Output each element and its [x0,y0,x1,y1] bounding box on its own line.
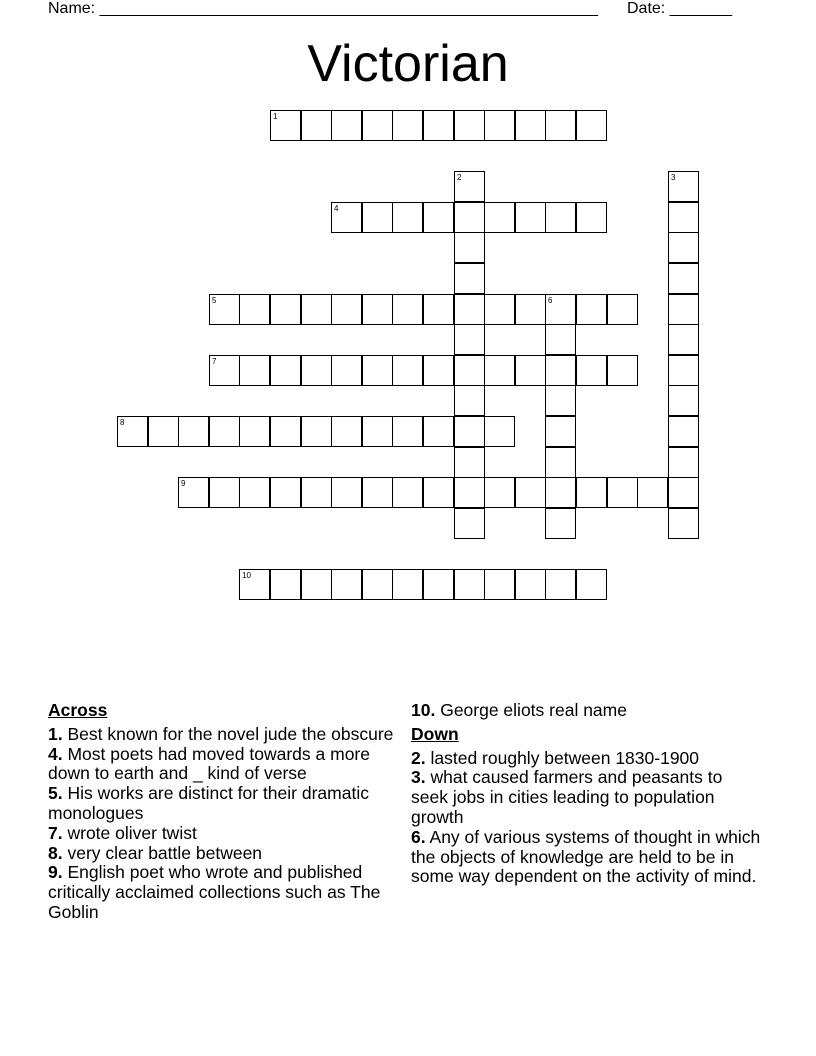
cell-number: 2 [457,173,462,182]
grid-cell[interactable] [454,232,485,263]
grid-cell[interactable] [515,355,546,386]
clues-column-left [48,701,404,923]
across-heading: Across [48,700,108,720]
grid-cell[interactable] [239,416,270,447]
grid-cell[interactable] [301,477,332,508]
grid-cell[interactable] [668,171,699,202]
grid-cell[interactable] [423,477,454,508]
grid-cell[interactable] [545,110,576,141]
grid-cell[interactable] [362,477,393,508]
date-field-label: Date: _______ [627,0,732,17]
clue-across-9 [48,863,404,922]
grid-cell[interactable] [270,416,301,447]
grid-cell[interactable] [270,294,301,325]
grid-cell[interactable] [668,447,699,478]
grid-cell[interactable] [668,294,699,325]
clue-down-2 [411,749,761,769]
clue-text: His works are distinct for their dramatic monologues [48,783,369,823]
clue-text: lasted roughly between 1830-1900 [430,747,700,768]
grid-cell[interactable] [239,569,270,600]
grid-cell[interactable] [331,477,362,508]
grid-cell[interactable] [270,477,301,508]
grid-cell[interactable] [668,416,699,447]
grid-cell[interactable] [423,110,454,141]
clue-number: 7. [48,822,63,843]
cell-number: 4 [334,204,339,213]
grid-cell[interactable] [362,202,393,233]
grid-cell[interactable] [607,477,638,508]
grid-cell[interactable] [545,324,576,355]
grid-cell[interactable] [331,202,362,233]
grid-cell[interactable] [484,569,515,600]
grid-cell[interactable] [454,508,485,539]
grid-cell[interactable] [117,416,148,447]
grid-cell[interactable] [362,569,393,600]
grid-cell[interactable] [209,294,240,325]
grid-cell[interactable] [668,477,699,508]
grid-cell[interactable] [362,110,393,141]
grid-cell[interactable] [545,569,576,600]
grid-cell[interactable] [178,477,209,508]
grid-cell[interactable] [454,477,485,508]
clue-text: Any of various systems of thought in which the objects of knowledge are held to be in some way dependent on the activity of mind. [411,826,761,887]
clues-column-right [411,701,761,887]
clue-number: 6. [411,826,426,847]
grid-cell[interactable] [668,355,699,386]
grid-cell[interactable] [301,294,332,325]
grid-cell[interactable] [484,202,515,233]
grid-cell[interactable] [454,263,485,294]
grid-cell[interactable] [301,110,332,141]
grid-cell[interactable] [576,477,607,508]
grid-cell[interactable] [423,202,454,233]
grid-cell[interactable] [392,202,423,233]
grid-cell[interactable] [668,202,699,233]
grid-cell[interactable] [362,416,393,447]
clue-down-3 [411,768,761,827]
grid-cell[interactable] [331,294,362,325]
grid-cell[interactable] [362,294,393,325]
clue-number: 2. [411,747,426,768]
clue-text: what caused farmers and peasants to seek jobs in cities leading to population growth [411,767,723,827]
grid-cell[interactable] [454,447,485,478]
grid-cell[interactable] [423,416,454,447]
grid-cell[interactable] [209,477,240,508]
grid-cell[interactable] [545,508,576,539]
grid-cell[interactable] [239,355,270,386]
grid-cell[interactable] [209,355,240,386]
cell-number: 6 [548,296,553,305]
clue-across-8 [48,844,404,864]
grid-cell[interactable] [270,110,301,141]
grid-cell[interactable] [454,416,485,447]
clue-across-1 [48,725,404,745]
clue-down-6 [411,828,761,887]
grid-cell[interactable] [331,569,362,600]
clue-number: 5. [48,783,63,804]
grid-cell[interactable] [515,294,546,325]
grid-cell[interactable] [362,355,393,386]
grid-cell[interactable] [209,416,240,447]
grid-cell[interactable] [545,294,576,325]
clue-across-4 [48,745,404,785]
grid-cell[interactable] [239,294,270,325]
grid-cell[interactable] [484,355,515,386]
grid-cell[interactable] [178,416,209,447]
clue-across-7 [48,824,404,844]
clue-number: 9. [48,862,63,883]
grid-cell[interactable] [668,385,699,416]
grid-cell[interactable] [331,355,362,386]
grid-cell[interactable] [392,416,423,447]
cell-number: 1 [273,112,278,121]
grid-cell[interactable] [392,477,423,508]
clue-number: 10. [411,700,436,720]
grid-cell[interactable] [423,569,454,600]
cell-number: 9 [181,479,186,488]
grid-cell[interactable] [392,294,423,325]
name-field-label: Name: ________________________________________________________ [48,0,598,17]
grid-cell[interactable] [239,477,270,508]
grid-cell[interactable] [668,324,699,355]
grid-cell[interactable] [301,416,332,447]
clue-text: George eliots real name [440,700,627,720]
grid-cell[interactable] [423,294,454,325]
cell-number: 5 [212,296,217,305]
grid-cell[interactable] [484,416,515,447]
grid-cell[interactable] [484,110,515,141]
grid-cell[interactable] [454,355,485,386]
grid-cell[interactable] [148,416,179,447]
down-heading: Down [411,723,459,744]
grid-cell[interactable] [576,294,607,325]
grid-cell[interactable] [607,355,638,386]
clue-across-10 [411,701,761,721]
grid-cell[interactable] [392,355,423,386]
grid-cell[interactable] [545,416,576,447]
clue-number: 8. [48,842,63,863]
grid-cell[interactable] [301,355,332,386]
clue-number: 1. [48,723,63,744]
grid-cell[interactable] [545,355,576,386]
grid-cell[interactable] [301,569,332,600]
clue-number: 4. [48,743,63,764]
puzzle-title: Victorian [307,35,509,93]
cell-number: 3 [671,173,676,182]
grid-cell[interactable] [454,385,485,416]
grid-cell[interactable] [331,416,362,447]
grid-cell[interactable] [454,324,485,355]
grid-cell[interactable] [331,110,362,141]
grid-cell[interactable] [545,477,576,508]
clue-across-5 [48,784,404,824]
grid-cell[interactable] [668,508,699,539]
clue-text: English poet who wrote and published critically acclaimed collections such as The Goblin [48,862,381,922]
grid-cell[interactable] [545,202,576,233]
grid-cell[interactable] [454,202,485,233]
grid-cell[interactable] [668,232,699,263]
grid-cell[interactable] [515,202,546,233]
grid-cell[interactable] [576,202,607,233]
grid-cell[interactable] [515,477,546,508]
grid-cell[interactable] [607,294,638,325]
grid-cell[interactable] [270,569,301,600]
clue-text: wrote oliver twist [67,822,197,843]
clue-text: Most poets had moved towards a more down to earth and _ kind of verse [48,743,370,784]
grid-cell[interactable] [576,110,607,141]
grid-cell[interactable] [484,294,515,325]
grid-cell[interactable] [423,355,454,386]
grid-cell[interactable] [454,569,485,600]
grid-cell[interactable] [545,385,576,416]
cell-number: 10 [242,571,251,580]
cell-number: 7 [212,357,217,366]
grid-cell[interactable] [515,110,546,141]
grid-cell[interactable] [454,171,485,202]
grid-cell[interactable] [454,110,485,141]
clue-text: Best known for the novel jude the obscure [67,723,394,744]
grid-cell[interactable] [576,569,607,600]
grid-cell[interactable] [668,263,699,294]
grid-cell[interactable] [392,569,423,600]
grid-cell[interactable] [484,477,515,508]
clue-text: very clear battle between [67,842,263,863]
cell-number: 8 [120,418,125,427]
grid-cell[interactable] [270,355,301,386]
grid-cell[interactable] [515,569,546,600]
grid-cell[interactable] [545,447,576,478]
grid-cell[interactable] [637,477,668,508]
grid-cell[interactable] [392,110,423,141]
grid-cell[interactable] [576,355,607,386]
clue-number: 3. [411,767,426,788]
grid-cell[interactable] [454,294,485,325]
